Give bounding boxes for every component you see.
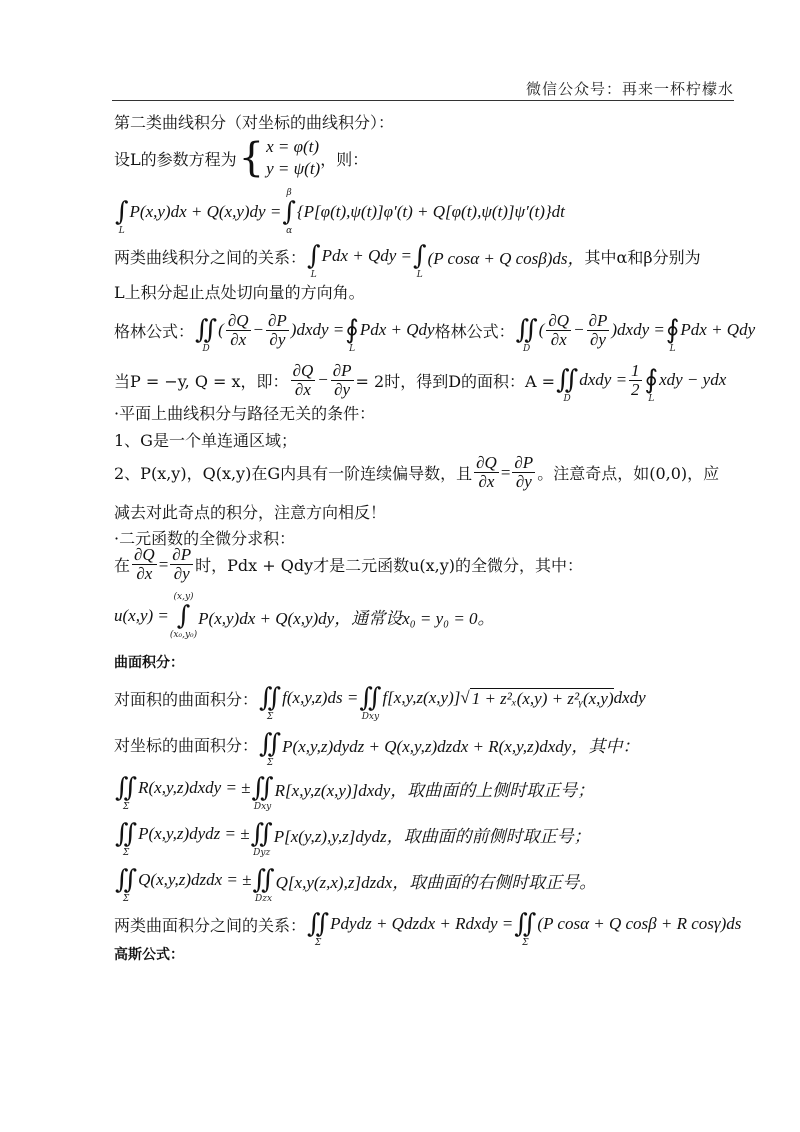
formula-line-integral [114,188,565,236]
formula-left: P(x,y)dx + Q(x,y)dy = [129,202,282,221]
integral: ∫ L [115,197,129,236]
double-integral: ∬ Dxy [251,773,274,812]
text: 其中α和β分别为 [584,247,701,267]
green-formula: 格林公式： ∬ D ( $\frac{\partial Q}{\partial x}$ − $\frac{\partial P}{\partial y}$ ) dxdy = ∮ L Pdx + Qdy 格林公式： ∬ D ( $\frac{\partial Q}{\partial x}$ − $\frac{\partial P}{\partial y}$ ) dxdy = ∮ L Pdx + Qdy [114,306,755,354]
u-formula: u(x,y) = (x,y) ∫ (x₀,y₀) P(x,y)dx + Q(x,y)dy，通常设x₀ = y₀ = 0。 [114,592,495,640]
fraction: $\frac{\partial P}{\partial y}$ [514,453,534,491]
path-independence-title: ·平面上曲线积分与路径无关的条件： [114,404,376,423]
double-integral: ∬ Σ [259,729,282,768]
fraction: $\frac{\partial Q}{\partial x}$ [134,545,155,583]
fraction: $\frac{\partial P}{\partial y}$ [268,310,287,349]
double-integral: ∬ D [195,315,218,354]
brace-symbol: { [238,135,265,181]
double-integral: ∬ Σ [115,865,138,904]
double-integral: ∬ Dxy [359,683,382,722]
header-text: 微信公众号：再来一杯柠檬水 [525,80,734,98]
double-integral: ∬ D [515,315,538,354]
double-integral: ∬ Σ [307,909,330,948]
double-integral: ∬ Σ [115,819,138,858]
integral: ∫ L [413,241,427,280]
condition-1: 1、G是一个单连通区域； [114,431,297,450]
double-integral: ∬ D [556,365,579,404]
formula-right: {P[φ(t),ψ(t)]φ′(t) + Q[φ(t),ψ(t)]ψ′(t)}dt [296,202,565,221]
surface-formula-q: ∬ Σ Q(x,y,z)dzdx = ± ∬ Dzx Q[x,y(z,x),z]dzdx，取曲面的右侧时取正号。 [114,856,596,904]
text: 设L的参数方程为 [114,149,237,169]
singular-point-note: 减去对此奇点的积分，注意方向相反！ [114,503,387,522]
total-differential-title: ·二元函数的全微分求积： [114,529,296,548]
integral: ∫ L [307,241,321,280]
double-integral: ∬ Dzx [252,865,275,904]
sqrt-expression: 1 + z²ₓ(x,y) + z²ᵧ(x,y) [471,688,614,708]
double-integral: ∬ Σ [259,683,282,722]
fraction: $\frac{\partial Q}{\partial x}$ [476,453,497,491]
relation-surface-integrals: 两类曲面积分之间的关系： ∬ Σ Pdydz + Qdzdx + Rdxdy = ∬ Σ (P cosα + Q cosβ + R cosγ)ds [114,900,741,948]
relation-line-integrals [114,232,701,280]
formula: (P cosα + Q cosβ)ds， [427,248,585,268]
fraction: $\frac{\partial P}{\partial y}$ [172,545,192,583]
fraction: $\frac{\partial P}{\partial y}$ [332,360,352,399]
contour-integral: ∮ L [665,315,680,354]
text: 两类曲线积分之间的关系： [114,247,307,267]
header-rule [112,100,734,101]
text: ，则： [320,149,369,169]
text: 格林公式： [114,321,195,341]
param-stack [266,136,320,180]
integral: (x,y) ∫ (x₀,y₀) [169,592,198,640]
formula: Pdx + Qdy = [321,246,413,265]
param-x: x = φ(t) [266,137,320,156]
integral: β ∫ α [282,188,296,236]
fraction: $\frac{1}{2}$ [631,360,640,399]
fraction: $\frac{\partial Q}{\partial x}$ [548,310,570,349]
surface-integral-title: 曲面积分： [114,655,184,671]
surface-formula-p: ∬ Σ P(x,y,z)dydz = ± ∬ Dyz P[x(y,z),y,z]dydz，取曲面的前侧时取正号； [114,810,591,858]
coordinate-surface-integral: 对坐标的曲面积分： ∬ Σ P(x,y,z)dydz + Q(x,y,z)dzdx + R(x,y,z)dxdy，其中： [114,720,639,768]
area-formula: 当P = −y, Q = x，即： $\frac{\partial Q}{\partial x}$ − $\frac{\partial P}{\partial y}$ = 2时，得到D的面积：A = ∬ D dxdy = $\frac{1}{2}$ ∮ L xdy − ydx [114,356,726,404]
fraction: $\frac{\partial P}{\partial y}$ [588,310,608,349]
double-integral: ∬ Dyz [250,819,273,858]
fraction: $\frac{\partial Q}{\partial x}$ [227,310,249,349]
condition-2: 2、P(x,y)，Q(x,y)在G内具有一阶连续偏导数，且 $\frac{\partial Q}{\partial x}$ = $\frac{\partial P}{\partial y}$ 。注意奇点，如(0,0)，应 [114,453,720,491]
fraction: $\frac{\partial Q}{\partial x}$ [292,360,314,399]
text: 第二类曲线积分（对坐标的曲线积分）： [114,113,395,132]
param-y: y = ψ(t) [266,159,321,178]
section-title-line-integral [114,110,394,133]
surface-area-integral: 对面积的曲面积分： ∬ Σ f(x,y,z)ds = ∬ Dxy f[x,y,z(x,y)] √ 1 + z²ₓ(x,y) + z²ᵧ(x,y) dxdy [114,674,646,722]
double-integral: ∬ Σ [115,773,138,812]
page-header [0,0,800,104]
gauss-formula-title: 高斯公式： [114,947,184,963]
direction-angle-line [114,280,365,303]
contour-integral: ∮ L [345,315,359,354]
text: L上积分起止点处切向量的方向角。 [114,283,365,302]
contour-integral: ∮ L [644,365,659,404]
total-differential-condition: 在 $\frac{\partial Q}{\partial x}$ = $\frac{\partial P}{\partial y}$ 时，Pdx + Qdy才是二元函数u(x,y)的全微分，其中： [114,545,584,583]
surface-formula-r: ∬ Σ R(x,y,z)dxdy = ± ∬ Dxy R[x,y,z(x,y)]dxdy，取曲面的上侧时取正号； [114,764,594,812]
double-integral: ∬ Σ [514,909,537,948]
param-equation [114,136,368,180]
